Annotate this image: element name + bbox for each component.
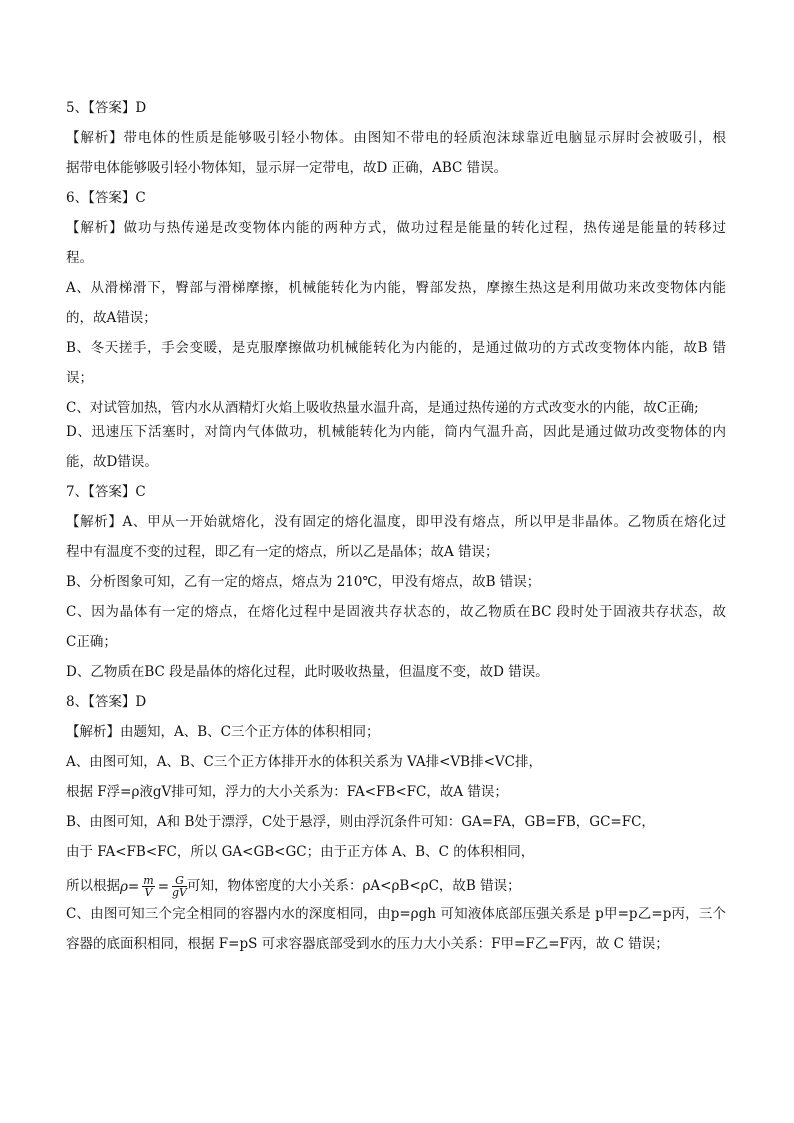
formula-suffix: 可知，物体密度的大小关系：ρA<ρB<ρC，故B 错误； — [187, 878, 521, 894]
q6-option-d-line2: 能，故D错误。 — [66, 454, 158, 470]
q8-option-c-line2: 容器的底面积相同，根据 F=pS 可求容器底部受到水的压力大小关系：F甲=F乙=F丙，故 C 错误； — [66, 936, 669, 952]
q6-option-b-line1: B、冬天搓手，手会变暖，是克服摩擦做功机械能转化为内能的，是通过做功的方式改变物体内能，故B 错 — [66, 340, 726, 356]
q6-option-d-line1: D、迅速压下活塞时，对筒内气体做功，机械能转化为内能，筒内气温升高，因此是通过做功改变物体的内 — [66, 424, 726, 440]
q8-answer: 8、【答案】D — [66, 694, 147, 710]
q6-option-b-line2: 误； — [66, 370, 93, 386]
q7-option-b: B、分析图象可知，乙有一定的熔点，熔点为 210℃，甲没有熔点，故B 错误； — [66, 574, 541, 590]
formula-rho: ρ= — [120, 878, 140, 895]
q8-option-b-line1: B、由图可知，A和 B处于漂浮，C处于悬浮，则由浮沉条件可知：GA=FA，GB=FB，GC=FC， — [66, 814, 655, 830]
q6-option-a-line1: A、从滑梯滑下，臀部与滑梯摩擦，机械能转化为内能，臀部发热，摩擦生热这是利用做功来改变物体内能 — [66, 280, 726, 296]
q7-explanation-line1: 【解析】A、甲从一开始就熔化，没有固定的熔化温度，即甲没有熔点，所以甲是非晶体。乙物质在熔化过 — [66, 514, 726, 530]
q8-option-b-line2: 由于 FA<FB<FC，所以 GA<GB<GC；由于正方体 A、B、C 的体积相同， — [66, 844, 535, 860]
formula-prefix: 所以根据 — [66, 878, 120, 894]
q6-explanation-line1: 【解析】做功与热传递是改变物体内能的两种方式，做功过程是能量的转化过程，热传递是能量的转移过 — [66, 220, 726, 236]
q8-option-a-line1: A、由图可知，A、B、C三个正方体排开水的体积关系为 VA排<VB排<VC排， — [66, 754, 542, 770]
q6-option-a-line2: 的，故A错误； — [66, 310, 157, 326]
q8-option-c-line1: C、由图可知三个完全相同的容器内水的深度相同，由p=ρgh 可知液体底部压强关系是 p甲=p乙=p丙，三个 — [66, 906, 726, 922]
fraction-m-over-v — [142, 875, 154, 898]
fraction-denominator-gv: gV — [172, 886, 187, 899]
formula-equals: = — [157, 878, 169, 895]
fraction-numerator-g: G — [172, 875, 187, 887]
q7-answer: 7、【答案】C — [66, 484, 146, 500]
q8-explanation: 【解析】由题知，A、B、C三个正方体的体积相同； — [66, 724, 380, 740]
q5-answer: 5、【答案】D — [66, 100, 147, 116]
answer-explanations — [66, 100, 726, 966]
q6-explanation-line2: 程。 — [66, 250, 93, 266]
q5-explanation-line1: 【解析】带电体的性质是能够吸引轻小物体。由图知不带电的轻质泡沫球靠近电脑显示屏时会被吸引，根 — [66, 130, 726, 146]
q7-explanation-line2: 程中有温度不变的过程，即乙有一定的熔点，所以乙是晶体；故A 错误； — [66, 544, 499, 560]
q6-option-c: C、对试管加热，管内水从酒精灯火焰上吸收热量水温升高，是通过热传递的方式改变水的内能，故C正确; — [66, 400, 699, 416]
density-formula — [120, 875, 187, 899]
q7-option-c-line1: C、因为晶体有一定的熔点，在熔化过程中是固液共存状态的，故乙物质在BC 段时处于固液共存状态，故 — [66, 604, 726, 620]
fraction-g-over-gv — [172, 875, 187, 898]
q5-explanation-line2: 据带电体能够吸引轻小物体知，显示屏一定带电，故D 正确，ABC 错误。 — [66, 160, 508, 176]
fraction-denominator-v: V — [144, 886, 153, 899]
q7-option-c-line2: C正确； — [66, 634, 117, 650]
q8-option-a-line2: 根据 F浮=ρ液gV排可知，浮力的大小关系为：FA<FB<FC，故A 错误； — [66, 784, 508, 800]
q7-option-d: D、乙物质在BC 段是晶体的熔化过程，此时吸收热量，但温度不变，故D 错误。 — [66, 664, 549, 680]
q8-option-b-line3 — [66, 874, 726, 898]
fraction-numerator-m: m — [143, 874, 154, 887]
q6-answer: 6、【答案】C — [66, 190, 146, 206]
